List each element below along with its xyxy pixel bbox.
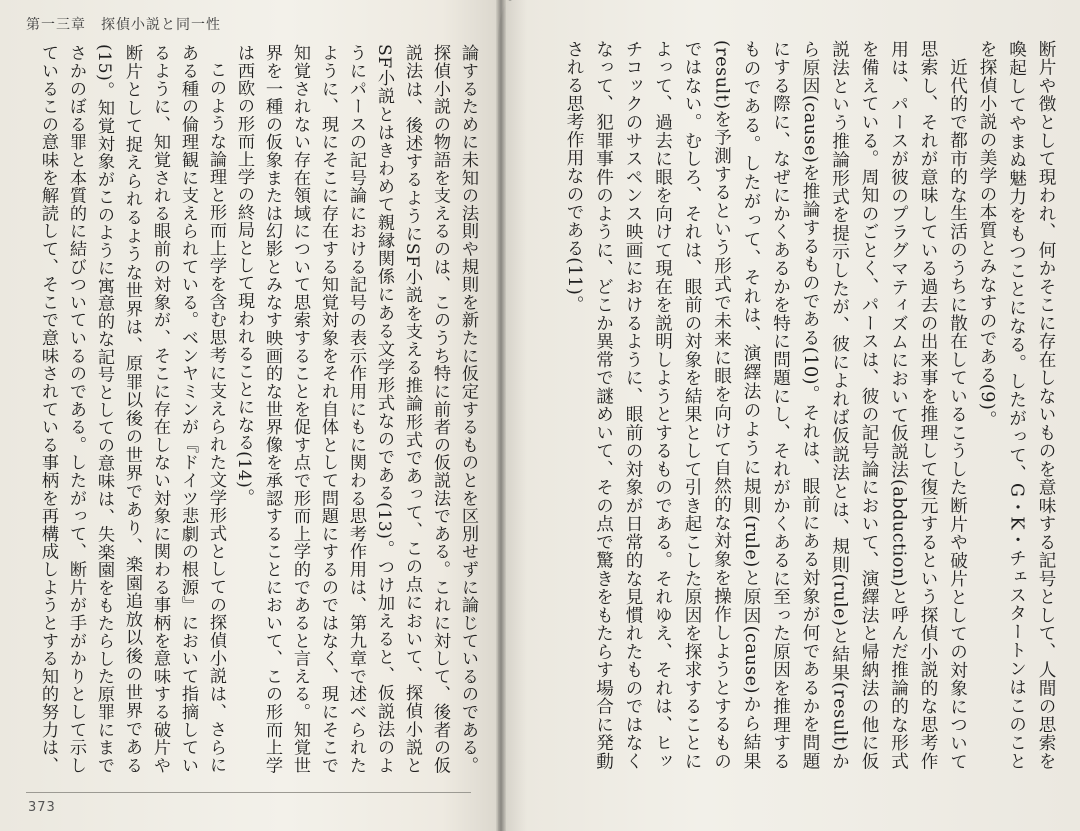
footer-rule — [26, 792, 471, 793]
paragraph: 論するために未知の法則や規則を新たに仮定するものとを区別せずに論じているのである。探偵小説の物語を支えるのは、このうち特に前者の仮説法である。これに対して、後者の仮説法は、後述するようにSF小説を支える推論形式であって、この点において、探偵小説とSF小説とはきわめて親縁関係にある文学形式なのである(13)。つけ加えると、仮説法のようにパースの記号論における記号の表示作用にもに関わる思考作用は、第九章で述べられたように、現にそこに存在する知覚対象をそれ自体として問題にするのではなく、現にそこで知覚されない存在領域について思索することを促す点で形而上学的であると言える。知覚世界を一種の仮象または幻影とみなす映画的な世界像を承認することにおいて、この形而上学は西欧の形而上学の終局として現われることになる(14)。 — [234, 44, 478, 774]
right-page-body — [560, 40, 1060, 770]
page-number: 373 — [28, 800, 56, 815]
paragraph: 近代的で都市的な生活のうちに散在しているこうした断片や破片としての対象について思索し、それが意味している過去の出来事を推理して復元するという探偵小説的な思考作用は、パースが彼のプラグマティズムにおいて仮説法(abduction)と呼んだ推論的な形式を備えている。周知のごとく、パースは、彼の記号論において、演繹法と帰納法の他に仮説法という推論形式を提示したが、彼によれば仮説法とは、規則(rule)と結果(result)から原因(cause)を推論するものである(10)。それは、眼前にある対象が何であるかを問題にする際に、なぜにかくあるかを特に問題にし、それがかくあるに至った原因を推理するものである。したがって、それは、演繹法のように規則(rule)と原因(cause)から結果(result)を予測するという形式で未来に眼を向けて自然的な対象を操作しようとするものではない。むしろ、それは、眼前の対象を結果として引き起こした原因を探求することによって、過去に眼を向けて現在を説明しようとするものである。それゆえ、それは、ヒッチコックのサスペンス映画におけるように、眼前の対象が日常的な見慣れたものではなくなって、犯罪事件のように、どこか異常で謎めいて、その点で驚きをもたらす場合に発動される思考作用なのである(11)。 — [564, 40, 968, 770]
paragraph: このような論理と形而上学を含む思考に支えられた文学形式としての探偵小説は、さらにある種の倫理観に支えられている。ベンヤミンが『ドイツ悲劇の根源』において指摘しているように、知覚される眼前の対象が、そこに存在しない対象に関わる事柄を意味する破片や断片として捉えられるような世界は、原罪以後の世界であり、楽園追放以後の世界である(15)。知覚対象がこのように寓意的な記号としての意味は、失楽園をもたらした原罪にまでさかのぼる罪と本質的に結びついているのである。したがって、断片が手がかりとして示しているこの意味を解読して、そこで意味されている事柄を再構成しようとする知的努力は、 — [38, 44, 226, 774]
paragraph: 断片や徴として現われ、何かそこに存在しないものを意味する記号として、人間の思索を喚起してやまぬ魅力をもつことになる。したがって、G・K・チェスタートンはこのことを探偵小説の美学の本質とみなすのである(9)。 — [977, 40, 1056, 770]
running-head: 第一三章 探偵小説と同一性 — [26, 17, 221, 33]
book-gutter — [496, 0, 506, 831]
left-page — [0, 0, 520, 831]
left-page-body — [38, 44, 482, 774]
